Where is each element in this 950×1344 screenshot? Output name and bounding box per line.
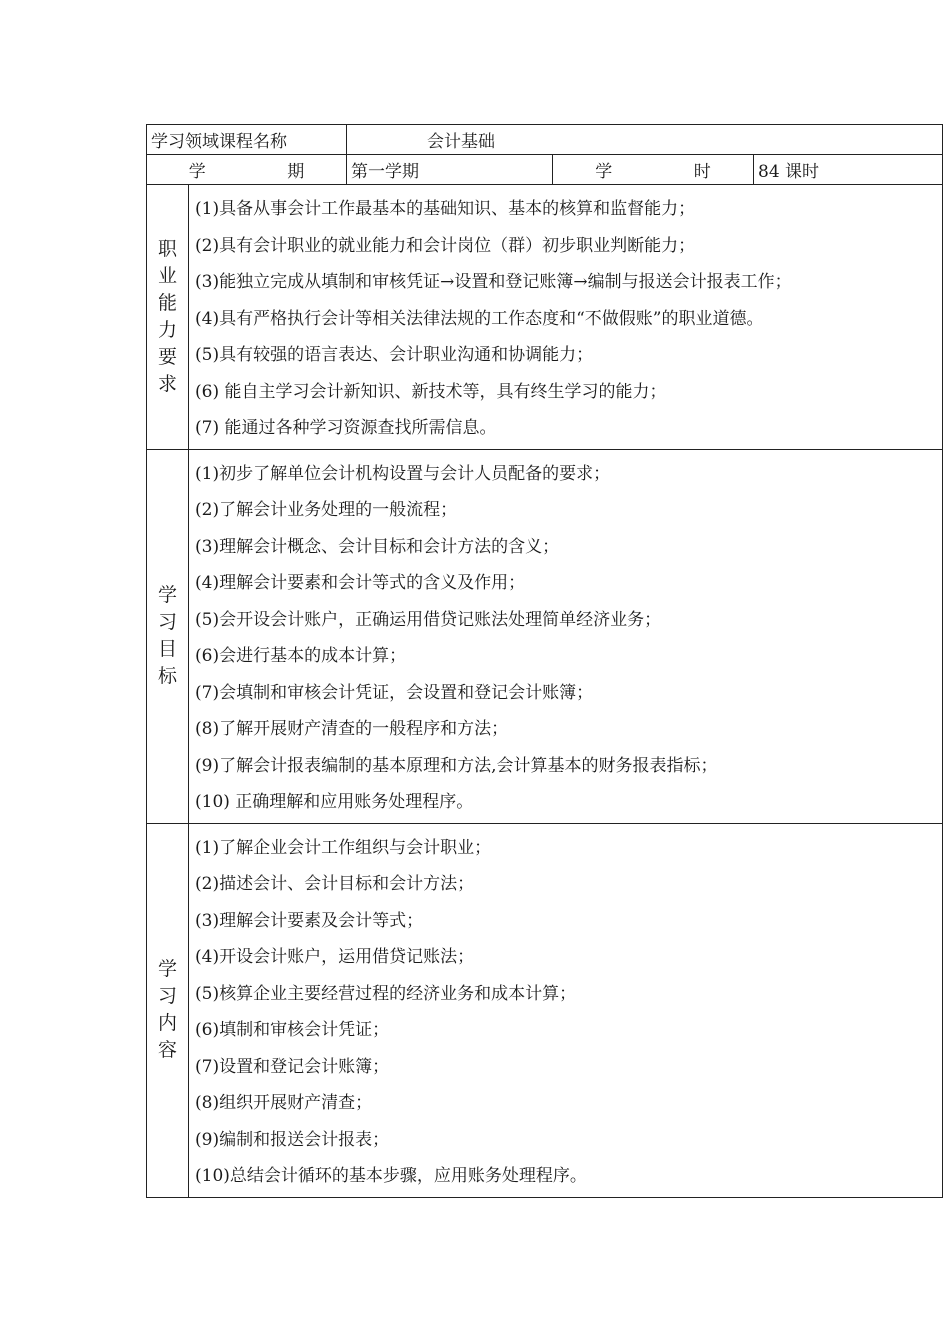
- list-item: (3)理解会计概念、会计目标和会计方法的含义；: [195, 536, 560, 557]
- label-char: 习: [157, 985, 177, 1007]
- list-item: (1)了解企业会计工作组织与会计职业；: [195, 837, 492, 858]
- course-name-row: [147, 125, 943, 155]
- list-item: (5)核算企业主要经营过程的经济业务和成本计算；: [195, 983, 577, 1004]
- list-item: (2)了解会计业务处理的一般流程；: [195, 500, 458, 520]
- list-item: (3)理解会计要素及会计等式；: [195, 910, 424, 931]
- list-item: (5)会开设会计账户，正确运用借贷记账法处理简单经济业务；: [195, 609, 662, 630]
- list-item: (9)编制和报送会计报表；: [195, 1129, 390, 1150]
- list-item: (2)具有会计职业的就业能力和会计岗位（群）初步职业判断能力；: [195, 235, 696, 256]
- list-item: (1)初步了解单位会计机构设置与会计人员配备的要求；: [195, 463, 611, 484]
- list-item: (2)描述会计、会计目标和会计方法；: [195, 874, 475, 894]
- label-char: 职: [157, 237, 177, 260]
- section-label-learning-content: [147, 823, 189, 1197]
- list-item: (4)理解会计要素和会计等式的含义及作用；: [195, 573, 526, 593]
- label-char: 能: [157, 291, 177, 314]
- label-char: 力: [157, 318, 177, 341]
- section-items-learning-goals: [189, 449, 943, 823]
- label-char: 业: [157, 264, 177, 287]
- section-career-ability: [147, 185, 943, 450]
- list-item: (10)总结会计循环的基本步骤，应用账务处理程序。: [195, 1166, 587, 1186]
- course-name-value: 会计基础: [347, 125, 943, 155]
- term-value: 第一学期: [347, 155, 553, 185]
- label-char: 学: [157, 958, 177, 980]
- term-hours-row: [147, 155, 943, 185]
- list-item: (4)具有严格执行会计等相关法律法规的工作态度和“不做假账”的职业道德。: [195, 308, 764, 329]
- list-item: (5)具有较强的语言表达、会计职业沟通和协调能力；: [195, 345, 594, 365]
- list-item: (3)能独立完成从填制和审核凭证→设置和登记账簿→编制与报送会计报表工作；: [195, 272, 792, 292]
- section-items-learning-content: [189, 823, 943, 1197]
- label-char: 目: [157, 638, 177, 660]
- section-learning-goals: [147, 449, 943, 823]
- hours-value: 84 课时: [754, 155, 943, 185]
- list-item: (8)了解开展财产清查的一般程序和方法；: [195, 719, 509, 739]
- course-sheet: [146, 124, 942, 1198]
- list-item: (7) 能通过各种学习资源查找所需信息。: [195, 418, 497, 438]
- list-item: (8)组织开展财产清查；: [195, 1093, 373, 1113]
- section-label-career-ability: [147, 185, 189, 450]
- label-char: 容: [157, 1039, 177, 1061]
- label-char: 内: [157, 1012, 177, 1034]
- section-label-learning-goals: [147, 449, 189, 823]
- label-char: 学: [157, 584, 177, 606]
- list-item: (9)了解会计报表编制的基本原理和方法,会计算基本的财务报表指标；: [195, 755, 718, 776]
- list-item: (6)填制和审核会计凭证；: [195, 1020, 390, 1040]
- list-item: (7)设置和登记会计账簿；: [195, 1056, 390, 1077]
- hours-label: 学 时: [553, 155, 754, 185]
- list-item: (1)具备从事会计工作最基本的基础知识、基本的核算和监督能力；: [195, 199, 696, 219]
- list-item: (7)会填制和审核会计凭证，会设置和登记会计账簿；: [195, 682, 594, 703]
- term-label: 学 期: [147, 155, 347, 185]
- course-name-label: 学习领域课程名称: [147, 125, 347, 155]
- list-item: (6) 能自主学习会计新知识、新技术等，具有终生学习的能力；: [195, 381, 667, 402]
- list-item: (4)开设会计账户，运用借贷记账法；: [195, 947, 475, 967]
- section-items-career-ability: [189, 185, 943, 450]
- list-item: (10) 正确理解和应用账务处理程序。: [195, 792, 474, 812]
- course-table: [146, 124, 943, 1198]
- label-char: 求: [157, 372, 177, 395]
- list-item: (6)会进行基本的成本计算；: [195, 646, 407, 666]
- label-char: 标: [157, 665, 177, 687]
- label-char: 习: [157, 611, 177, 633]
- section-learning-content: [147, 823, 943, 1197]
- label-char: 要: [157, 345, 177, 368]
